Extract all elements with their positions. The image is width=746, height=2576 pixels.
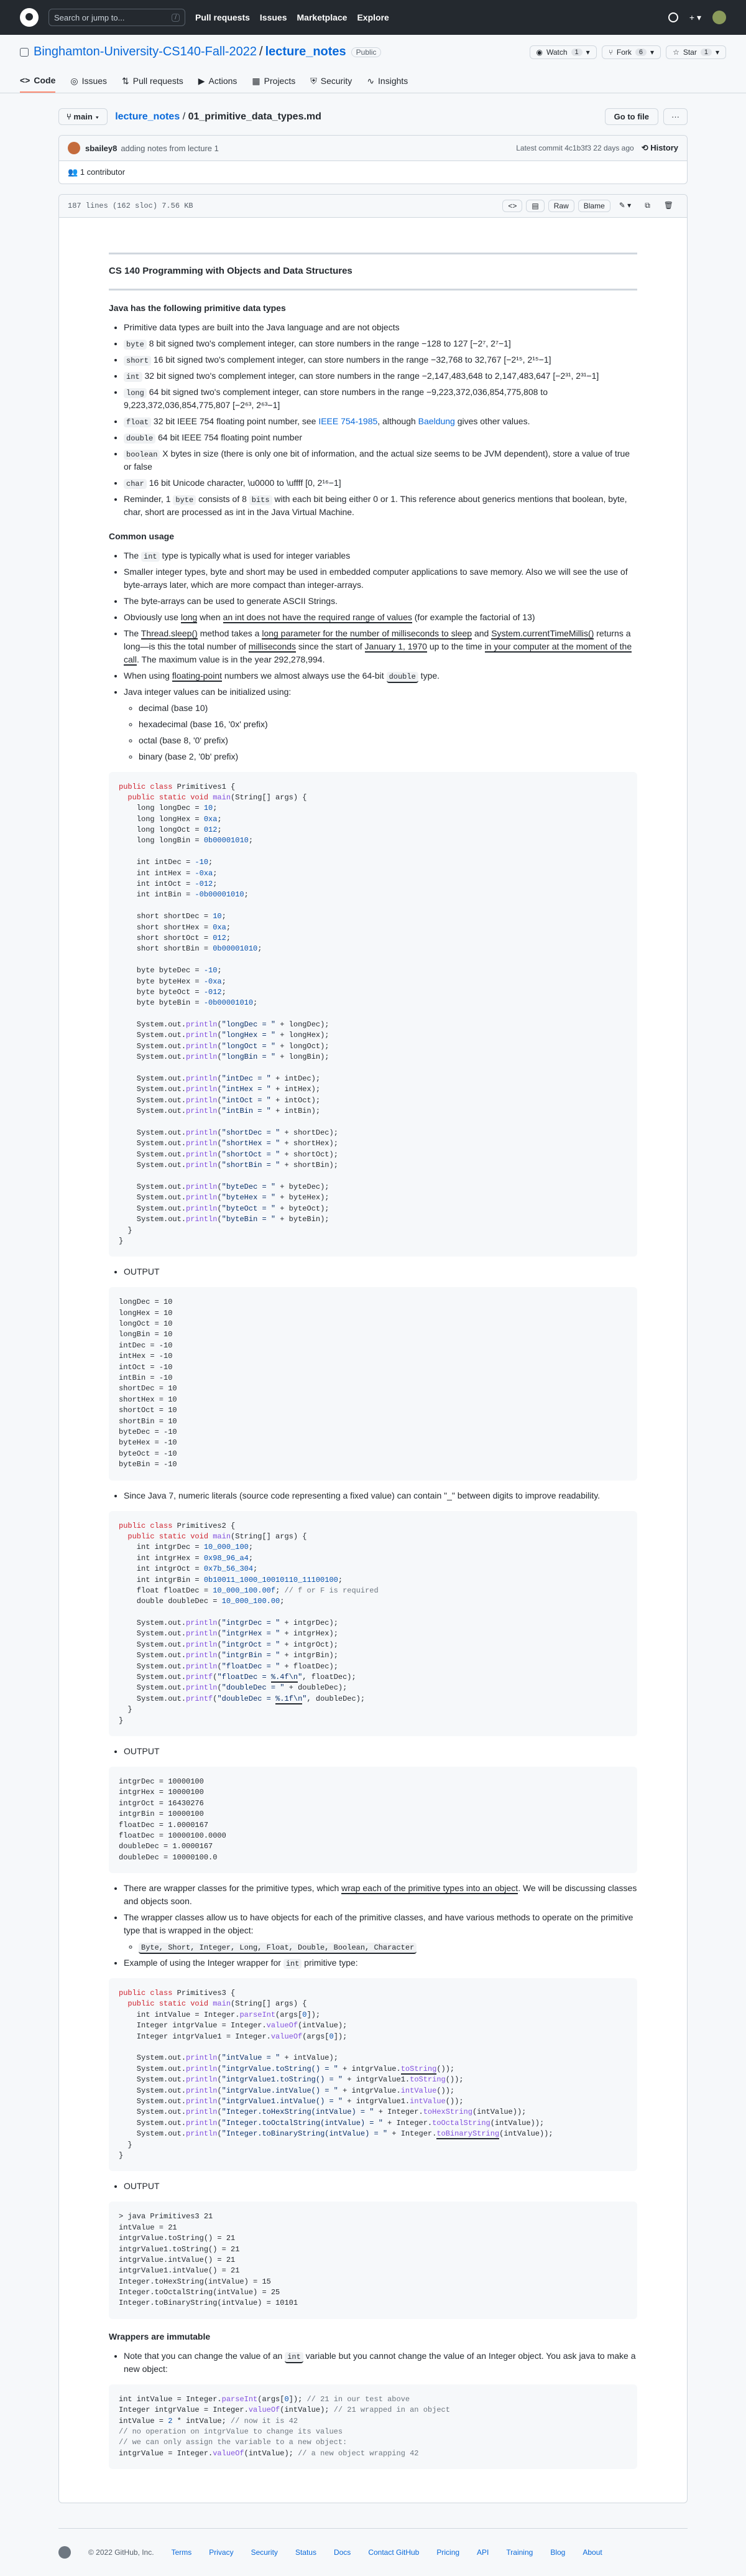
tab-security[interactable] [310, 70, 352, 93]
tab-pull-requests[interactable] [122, 70, 183, 93]
item-text: 64 bit signed two's complement integer, can store numbers in the range −9,223,372,036,854,775,808 to 9,223,372,036,854,775,807 [−2⁶³, 2⁶³−1] [124, 386, 548, 410]
tab-issues-label: Issues [81, 76, 108, 86]
people-icon: 👥 [68, 167, 80, 177]
footer-link-training[interactable]: Training [506, 2548, 533, 2557]
repo-name-link[interactable]: lecture_notes [265, 45, 346, 58]
tab-insights[interactable] [367, 70, 408, 93]
tab-security-label: Security [320, 76, 352, 86]
output-block-1: longDec = 10 longHex = 10 longOct = 10 longBin = 10 intDec = -10 intHex = -10 intOct = -10 intBin = -10 shortDec = 10 shortHex = 10 shortOct = 10 shortBin = 10 byteDec = -10 byteHex = -10 byteOct = -10 byteBin = -10 [109, 1287, 637, 1480]
underlined-text: wrap each of the primitive types into an object [341, 1883, 518, 1894]
visibility-badge: Public [351, 47, 382, 57]
inline-code: char [124, 479, 147, 489]
nav-issues[interactable]: Issues [259, 12, 287, 22]
item-text: up to the time [426, 641, 485, 651]
underlined-text: floating-point [172, 670, 222, 681]
raw-button[interactable]: Raw [548, 200, 574, 212]
footer-link-privacy[interactable]: Privacy [209, 2548, 234, 2557]
heading-wrappers-immutable: Wrappers are immutable [109, 2331, 211, 2341]
watch-label: Watch [546, 47, 568, 57]
list-item [124, 337, 637, 350]
code-block-immutable: int intValue = Integer.parseInt(args[0]); // 21 in our test above Integer intgrValue = Integer.valueOf(intValue); // 21 wrapped in an object intValue = 2 * intValue; // now it is 42 // no operation on intgrValue to change its values // we can only assign the variable to a new object: intgrValue = Integer.valueOf(intValue); // a new object wrapping 42 [109, 2384, 637, 2469]
baeldung-link[interactable]: Baeldung [418, 416, 455, 426]
repo-header [0, 35, 746, 93]
list-item [124, 415, 637, 428]
item-text: method takes a [197, 628, 262, 638]
inline-code: long [124, 388, 147, 398]
list-item [124, 686, 637, 763]
list-item [124, 447, 637, 473]
copyright: © 2022 GitHub, Inc. [88, 2548, 154, 2557]
item-text: numbers we almost always use the 64-bit [222, 670, 387, 681]
item-text: 32 bit IEEE 754 floating point number, see [151, 416, 319, 426]
search-shortcut: / [172, 14, 180, 22]
underlined-text: long parameter for the number of milliseconds to sleep [262, 628, 472, 638]
repo-separator: / [259, 45, 263, 58]
nav-pull-requests[interactable]: Pull requests [195, 12, 250, 22]
star-icon: ☆ [673, 47, 679, 57]
item-text: primitive type: [302, 1958, 358, 1968]
markdown-body [59, 218, 687, 2503]
code-block-primitives3: public class Primitives3 { public static void main(String[] args) { int intValue = Integer.parseInt(args[0]); Integer intgrValue = Integer.valueOf(intValue); Integer intgrValue1 = Integer.valueOf(args[0]); System.out.println("intValue = " + intValue); System.out.println("intgrValue.toString() = " + intgrValue.toString()); System.out.println("intgrValue1.toString() = " + intgrValue1.toString()); System.out.println("intgrValue.intValue() = " + intgrValue.intValue()); System.out.println("intgrValue1.intValue() = " + intgrValue1.intValue()); System.out.println("Integer.toHexString(intValue) = " + Integer.toHexString(intValue)); System.out.println("Integer.toOctalString(intValue) = " + Integer.toOctalString(intValue)); System.out.println("Integer.toBinaryString(intValue) = " + Integer.toBinaryString(intValue)); } } [109, 1978, 637, 2171]
inline-code: byte [124, 340, 147, 350]
footer [58, 2528, 688, 2576]
clock-icon: ⟲ [641, 143, 651, 152]
item-text: . We will be discussing classes and objects soon. [124, 1883, 637, 1907]
tab-code-label: Code [34, 75, 56, 85]
github-logo-icon[interactable] [20, 8, 39, 27]
fork-icon: ⑂ [608, 47, 613, 57]
ieee-link[interactable]: IEEE 754-1985 [318, 416, 378, 426]
item-text: Java integer values can be initialized using: [124, 686, 292, 697]
item-text: There are wrapper classes for the primitive types, which [124, 1883, 342, 1894]
branch-icon: ⑂ [67, 112, 74, 121]
footer-link-blog[interactable]: Blog [550, 2548, 566, 2557]
underlined-text: January 1, 1970 [364, 641, 427, 651]
tab-pr-label: Pull requests [132, 76, 183, 86]
item-text: 8 bit signed two's complement integer, can store numbers in the range −128 to 127 [−2⁷, 2⁷−1] [146, 338, 511, 348]
tab-actions-label: Actions [208, 76, 237, 86]
item-text: returns a long—is this the total number of [124, 628, 631, 651]
list-item: • OUTPUT [124, 1745, 637, 1758]
output-block-2: intgrDec = 10000100 intgrHex = 10000100 intgrOct = 16430276 intgrBin = 10000100 floatDec = 1.0000167 floatDec = 10000100.0000 doubleDec = 1.0000167 doubleDec = 10000100.0 [109, 1767, 637, 1873]
tab-issues[interactable] [70, 70, 107, 93]
item-text: Reminder, 1 [124, 493, 173, 504]
footer-link-api[interactable]: API [477, 2548, 489, 2557]
sub-list-item [139, 1940, 637, 1953]
watch-button[interactable]: ◉ Watch 1 ▾ [530, 45, 597, 59]
list-item: • Smaller integer types, byte and short may be used in embedded computer applications to save memory. Also we will see the use of byte-arrays later, which are more compact than integer-arrays. [124, 565, 637, 592]
item-text: , although [377, 416, 418, 426]
issues-icon: ◎ [70, 75, 78, 86]
star-count: 1 [701, 49, 712, 56]
output-block-3: > java Primitives3 21 intValue = 21 intgrValue.toString() = 21 intgrValue1.toString() = 21 intgrValue.intValue() = 21 intgrValue1.intValue() = 21 Integer.toHexString(intValue) = 15 Integer.toOctalString(intValue) = 25 Integer.toBinaryString(intValue) = 10101 [109, 2202, 637, 2319]
inline-code: short [124, 356, 151, 366]
sub-list-item: ◦ hexadecimal (base 16, '0x' prefix) [139, 718, 637, 731]
footer-link-pricing[interactable]: Pricing [436, 2548, 460, 2557]
breadcrumb [115, 111, 321, 123]
heading-common-usage: Common usage [109, 531, 175, 541]
divider [109, 253, 637, 254]
fork-label: Fork [616, 47, 632, 57]
list-item [124, 627, 637, 666]
go-to-file-button[interactable]: Go to file [605, 108, 658, 125]
copy-icon[interactable]: ⧉ [645, 201, 650, 210]
file-viewer [58, 194, 688, 2503]
breadcrumb-file: 01_primitive_data_types.md [188, 111, 321, 122]
list-item: • Since Java 7, numeric literals (source code representing a fixed value) can contain "_" between digits to improve readability. [124, 1489, 637, 1502]
branch-select[interactable]: ⑂ main ▾ [58, 108, 108, 125]
search-input[interactable] [48, 9, 185, 26]
inline-code: int [141, 552, 160, 562]
code-icon: <> [20, 75, 30, 85]
item-text: when [197, 611, 223, 622]
inline-code: int [124, 372, 142, 382]
display-source-button[interactable]: <> [502, 200, 522, 212]
history-button[interactable] [642, 143, 678, 153]
file-stats: 187 lines (162 sloc) 7.56 KB [68, 202, 193, 210]
fork-count: 6 [635, 49, 647, 56]
inline-code: int [283, 1959, 302, 1969]
inline-code: boolean [124, 450, 160, 460]
fork-button[interactable]: ⑂ Fork 6 ▾ [602, 45, 661, 59]
item-text: 16 bit Unicode character, \u0000 to \uffff [0, 2¹⁶−1] [146, 477, 341, 488]
item-text: Obviously use [124, 611, 181, 622]
item-text: type is typically what is used for integer variables [159, 550, 351, 560]
item-text: 64 bit IEEE 754 floating point number [155, 432, 303, 442]
history-label: History [650, 143, 678, 152]
tab-projects[interactable] [252, 70, 295, 93]
footer-link-status[interactable]: Status [295, 2548, 316, 2557]
top-navbar [0, 0, 746, 35]
code-block-primitives1: public class Primitives1 { public static void main(String[] args) { long longDec = 10; long longHex = 0xa; long longOct = 012; long longBin = 0b00001010; int intDec = -10; int intHex = -0xa; int intOct = -012; int intBin = -0b00001010; short shortDec = 10; short shortHex = 0xa; short shortOct = 012; short shortBin = 0b00001010; byte byteDec = -10; byte byteHex = -0xa; byte byteOct = -012; byte byteBin = -0b00001010; System.out.println("longDec = " + longDec); System.out.println("longHex = " + longHex); System.out.println("longOct = " + longOct); System.out.println("longBin = " + longBin); System.out.println("intDec = " + intDec); System.out.println("intHex = " + intHex); System.out.println("intOct = " + intOct); System.out.println("intBin = " + intBin); System.out.println("shortDec = " + shortDec); System.out.println("shortHex = " + shortHex); System.out.println("shortOct = " + shortOct); System.out.println("shortBin = " + shortBin); System.out.println("byteDec = " + byteDec); System.out.println("byteHex = " + byteHex); System.out.println("byteOct = " + byteOct); System.out.println("byteBin = " + byteBin); } } [109, 772, 637, 1257]
avatar[interactable] [712, 11, 726, 24]
item-text: X bytes in size (there is only one bit of information, and the actual size seems to be JVM dependent), store a value of true or false [124, 448, 630, 472]
item-text: The [124, 628, 141, 638]
author-avatar[interactable] [68, 142, 80, 154]
item-text: 32 bit signed two's complement integer, can store numbers in the range −2,147,483,648 to 2,147,483,647 [−2³¹, 2³¹−1] [142, 370, 599, 381]
star-button[interactable]: ☆ Star 1 ▾ [666, 45, 726, 59]
list-item [124, 477, 637, 490]
sub-list-item: ◦ decimal (base 10) [139, 702, 637, 715]
inline-code: bits [249, 495, 272, 505]
list-item [124, 1956, 637, 1969]
inline-code: byte [173, 495, 196, 505]
breadcrumb-repo-link[interactable]: lecture_notes [115, 111, 180, 122]
item-text: . The maximum value is in the year 292,278,994. [137, 654, 325, 664]
play-icon: ▶ [198, 75, 205, 86]
item-text: and [472, 628, 492, 638]
tab-code[interactable] [20, 70, 55, 93]
edit-icon[interactable]: ✎ ▾ [619, 201, 632, 210]
github-footer-logo-icon[interactable] [58, 2546, 71, 2559]
search-placeholder: Search or jump to... [54, 12, 125, 22]
item-text: (for example the factorial of 13) [412, 611, 535, 622]
item-text: 16 bit signed two's complement integer, can store numbers in the range −32,768 to 32,767 [−2¹⁵, 2¹⁵−1] [151, 354, 551, 365]
item-text: consists of 8 [196, 493, 249, 504]
list-item [124, 386, 637, 412]
display-rendered-button[interactable]: ▤ [526, 200, 544, 212]
footer-link-docs[interactable]: Docs [333, 2548, 351, 2557]
inline-code: float [124, 417, 151, 427]
code-block-primitives2: public class Primitives2 { public static void main(String[] args) { int intgrDec = 10_000_100; int intgrHex = 0x98_96_a4; int intgrOct = 0x7b_56_304; int intgrBin = 0b10011_1000_10010110_11100100; float floatDec = 10_000_100.00f; // f or F is required double doubleDec = 10_000_100.00; System.out.println("intgrDec = " + intgrDec); System.out.println("intgrHex = " + intgrHex); System.out.println("intgrOct = " + intgrOct); System.out.println("intgrBin = " + intgrBin); System.out.println("floatDec = " + floatDec); System.out.printf("floatDec = %.4f\n", floatDec); System.out.println("doubleDec = " + doubleDec); System.out.printf("doubleDec = %.1f\n", doubleDec); } } [109, 1511, 637, 1736]
nav-marketplace[interactable]: Marketplace [297, 12, 348, 22]
list-item: • Primitive data types are built into the Java language and are not objects [124, 321, 637, 334]
eye-icon: ◉ [536, 47, 543, 57]
underlined-text: milliseconds [248, 641, 297, 651]
item-text: The [124, 550, 142, 560]
list-item: • OUTPUT [124, 2180, 637, 2193]
breadcrumb-separator: / [182, 111, 186, 122]
item-text: since the start of [296, 641, 365, 651]
footer-link-terms[interactable]: Terms [171, 2548, 192, 2557]
trash-icon[interactable]: 🗑 [663, 201, 673, 210]
item-text: variable but you cannot change the value of an Integer object. You ask java to make a new object: [124, 2350, 636, 2374]
underlined-text: long [180, 611, 198, 622]
footer-link-contact[interactable]: Contact GitHub [368, 2548, 420, 2557]
contributors[interactable] [59, 161, 687, 184]
table-icon: ▦ [252, 75, 260, 86]
plus-icon[interactable]: + ▾ [689, 12, 701, 22]
list-item [124, 1882, 637, 1908]
inline-code: double [124, 434, 155, 444]
branch-name: main [73, 112, 93, 121]
tab-insights-label: Insights [378, 76, 408, 86]
list-item [124, 353, 637, 366]
tab-projects-label: Projects [264, 76, 296, 86]
list-item: • OUTPUT [124, 1265, 637, 1278]
tab-actions[interactable] [198, 70, 237, 93]
underlined-text: Thread.sleep() [140, 628, 198, 638]
list-item [124, 549, 637, 562]
doc-title: CS 140 Programming with Objects and Data Structures [109, 266, 352, 276]
pull-request-icon: ⇅ [122, 75, 129, 86]
list-item [124, 669, 637, 682]
watch-count: 1 [571, 49, 583, 56]
underlined-text: System.currentTimeMillis() [491, 628, 594, 638]
bell-icon[interactable] [668, 12, 678, 22]
commit-message[interactable]: adding notes from lecture 1 [121, 143, 219, 153]
footer-link-security[interactable]: Security [251, 2548, 278, 2557]
item-text: The wrapper classes allow us to have objects for each of the primitive classes, and have various methods to operate on the primitive type that is wrapped in the object: [124, 1912, 633, 1936]
graph-icon: ∿ [367, 75, 375, 86]
list-item: • The byte-arrays can be used to generate ASCII Strings. [124, 595, 637, 608]
blame-button[interactable]: Blame [578, 200, 610, 212]
commit-author[interactable]: sbailey8 [85, 143, 117, 153]
list-item [124, 1911, 637, 1953]
underlined-text: in your computer at the moment of the call [124, 641, 632, 664]
contributors-label: 1 contributor [80, 167, 126, 177]
list-item [124, 2350, 637, 2376]
list-item [124, 611, 637, 624]
inline-code: Byte, Short, Integer, Long, Float, Double, Boolean, Character [139, 1943, 417, 1954]
list-item [124, 431, 637, 444]
item-text: type. [418, 670, 440, 681]
list-item [124, 370, 637, 383]
list-item [124, 493, 637, 519]
commit-meta: Latest commit 4c1b3f3 22 days ago [516, 144, 634, 152]
item-text: with each bit being either 0 or 1. This reference about generics mentions that boolean, byte, char, short are processed as int in the Java Virtual Machine. [124, 493, 627, 517]
more-options-button[interactable]: ··· [663, 108, 688, 125]
divider [109, 289, 637, 291]
underlined-text: an int does not have the required range of values [223, 611, 412, 622]
shield-icon: ⛨ [310, 75, 317, 86]
inline-code: double [387, 672, 418, 683]
item-text: Example of using the Integer wrapper for [124, 1958, 283, 1968]
footer-link-about[interactable]: About [583, 2548, 602, 2557]
sub-list-item: ◦ binary (base 2, '0b' prefix) [139, 750, 637, 763]
nav-explore[interactable]: Explore [357, 12, 389, 22]
inline-code: int [285, 2352, 303, 2363]
item-text: When using [124, 670, 172, 681]
sub-list-item: ◦ octal (base 8, '0' prefix) [139, 734, 637, 747]
item-text: Note that you can change the value of an [124, 2350, 285, 2361]
star-label: Star [683, 47, 697, 57]
heading-primitive-types: Java has the following primitive data types [109, 302, 286, 313]
repo-icon [20, 48, 29, 57]
item-text: gives other values. [454, 416, 530, 426]
repo-owner-link[interactable]: Binghamton-University-CS140-Fall-2022 [34, 45, 257, 58]
latest-commit-box [58, 135, 688, 184]
